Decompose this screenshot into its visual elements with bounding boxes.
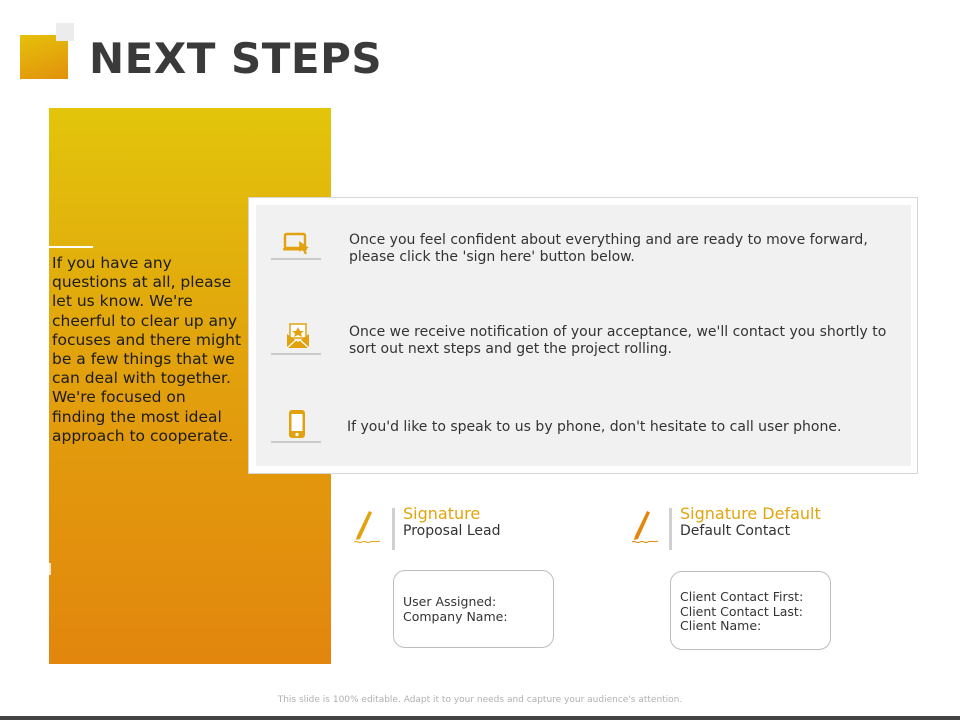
phone-icon — [282, 409, 312, 439]
step-2-line-2: sort out next steps and get the project rolling. — [349, 341, 673, 357]
step-1-line-2: please click the 'sign here' button below. — [349, 249, 635, 265]
step-divider — [271, 258, 321, 260]
title-accent-square — [20, 35, 68, 79]
pen-icon — [630, 509, 662, 549]
info-field: Client Name: — [680, 618, 762, 633]
left-panel-text: If you have any questions at all, please let us know. We're cheerful to clear up any focuses and there might be a few things that we can deal with together. We're focused on finding the most ideal approach to cooperate. — [52, 254, 242, 445]
signature-divider — [669, 508, 672, 550]
step-divider — [271, 353, 321, 355]
panel-divider — [49, 246, 93, 248]
info-field: Client Contact Last: — [680, 603, 804, 619]
signature-info-box — [393, 570, 554, 648]
title-accent-small-square — [56, 23, 74, 41]
step-2-text — [349, 324, 886, 358]
step-3-text: If you'd like to speak to us by phone, don't hesitate to call user phone. — [347, 419, 842, 435]
envelope-icon — [284, 321, 314, 351]
panel-tick — [49, 563, 51, 575]
bottom-rule — [0, 716, 960, 720]
signature-default-title: Signature Default — [680, 504, 821, 523]
signature-divider — [392, 508, 395, 550]
step-1-text — [349, 232, 868, 266]
info-field: Client Contact First: — [680, 589, 804, 604]
client-info-box — [670, 571, 831, 650]
info-field: User Assigned: — [403, 594, 497, 609]
signature-subtitle: Proposal Lead — [403, 523, 501, 539]
page-title: NEXT STEPS — [89, 34, 383, 83]
laptop-click-icon — [282, 228, 312, 258]
step-divider — [271, 441, 321, 443]
signature-default-subtitle: Default Contact — [680, 523, 791, 539]
info-field: Company Name: — [403, 608, 508, 624]
step-1-line-1: Once you feel confident about everything and are ready to move forward, — [349, 232, 868, 248]
step-2-line-1: Once we receive notification of your acceptance, we'll contact you shortly to — [349, 324, 887, 340]
signature-title: Signature — [403, 504, 481, 523]
footer-note: This slide is 100% editable. Adapt it to your needs and capture your audience's attention. — [277, 695, 683, 705]
pen-icon — [352, 509, 384, 549]
